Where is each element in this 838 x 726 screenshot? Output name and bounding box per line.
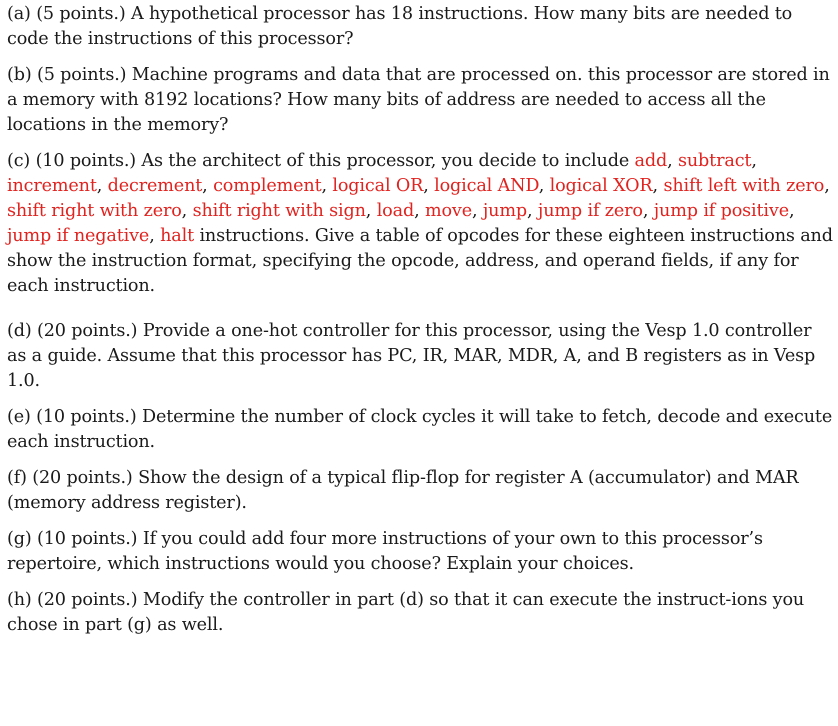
instruction-name: add (634, 151, 668, 171)
question-e: (e) (10 points.) Determine the number of clock cycles it will take to fetch, decode and execute each instruction. (7, 407, 833, 452)
instruction-name: jump if positive (653, 201, 789, 221)
question-c-intro: (c) (10 points.) As the architect of this processor, you decide to include (7, 151, 635, 171)
question-b: (b) (5 points.) Machine programs and data that are processed on. this processor are stored in a memory with 8192 locations? How many bits of address are needed to access all the locations in the memory? (7, 65, 830, 135)
instruction-name: complement (213, 176, 322, 196)
instruction-name: halt (160, 226, 195, 246)
instruction-name: increment (7, 176, 97, 196)
instruction-name: decrement (107, 176, 203, 196)
question-c-instruction-list: add, subtract, increment, decrement, complement, logical OR, logical AND, logical XOR, shift left with zero, shift right with zero, shift right with sign, load, move, jump, jump if zero, jump if positive, jump if negative, halt (7, 151, 830, 246)
instruction-name: logical XOR (549, 176, 653, 196)
instruction-name: subtract (678, 151, 752, 171)
question-c-tail: instructions. Give a table of opcodes for these eighteen instructions and show the instruction format, specifying the opcode, address, and operand fields, if any for each instruction. (7, 226, 833, 296)
question-g: (g) (10 points.) If you could add four more instructions of your own to this processor’s repertoire, which instructions would you choose? Explain your choices. (7, 529, 763, 574)
instruction-name: load (376, 201, 415, 221)
instruction-name: move (424, 201, 472, 221)
question-a: (a) (5 points.) A hypothetical processor has 18 instructions. How many bits are needed to code the instructions of this processor? (7, 4, 793, 49)
instruction-name: logical AND (434, 176, 539, 196)
instruction-name: shift right with zero (7, 201, 182, 221)
instruction-name: jump if negative (7, 226, 150, 246)
instruction-name: logical OR (332, 176, 424, 196)
question-c (7, 149, 834, 299)
question-d: (d) (20 points.) Provide a one-hot controller for this processor, using the Vesp 1.0 controller as a guide. Assume that this processor has PC, IR, MAR, MDR, A, and B registers as in Vesp 1.0. (7, 321, 816, 391)
instruction-name: jump (482, 201, 528, 221)
question-h: (h) (20 points.) Modify the controller in part (d) so that it can execute the instruct-ions you chose in part (g) as well. (7, 590, 805, 635)
instruction-name: shift right with sign (192, 201, 366, 221)
instruction-name: shift left with zero (663, 176, 825, 196)
instruction-name: jump if zero (537, 201, 643, 221)
question-f: (f) (20 points.) Show the design of a typical flip-flop for register A (accumulator) and MAR (memory address register). (7, 468, 799, 513)
